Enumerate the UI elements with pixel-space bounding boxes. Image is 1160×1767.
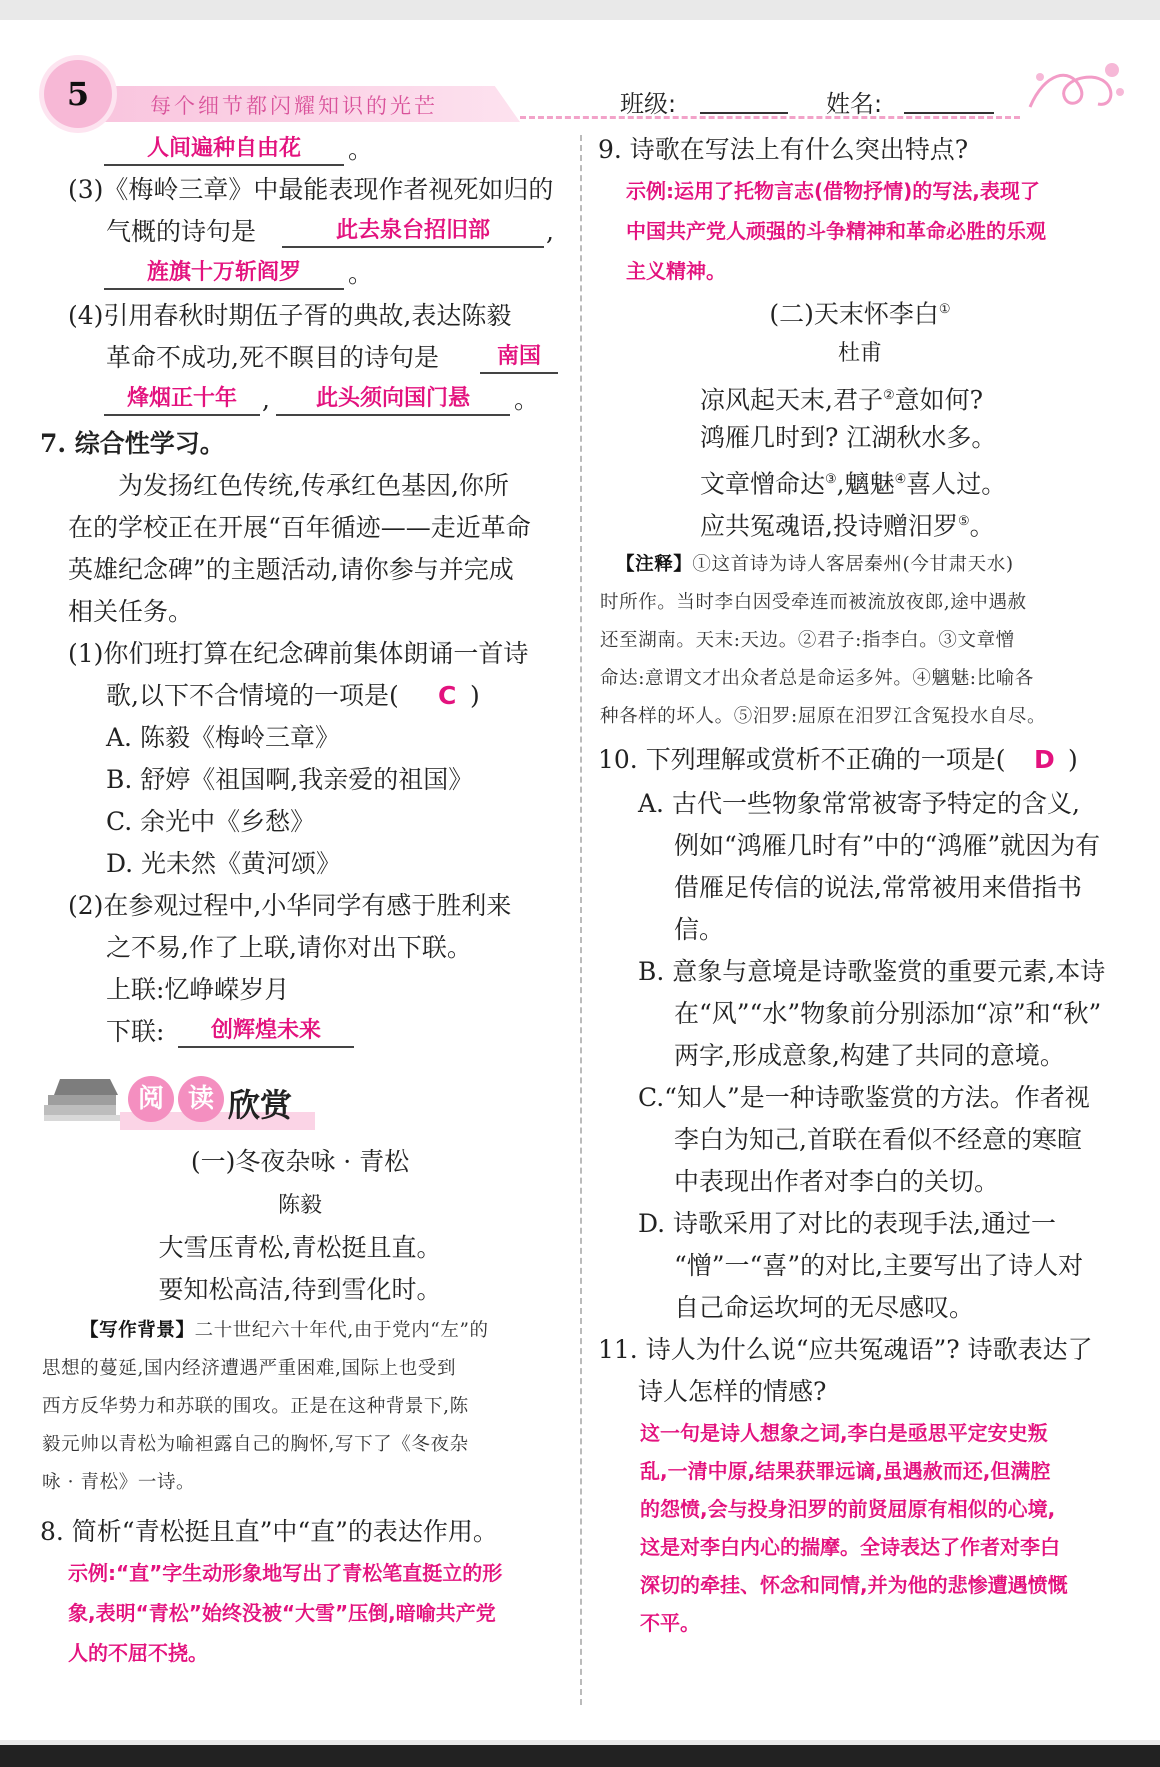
poem2-note5: ⑤ xyxy=(957,514,970,529)
q6-4-line2: 革命不成功,死不瞑目的诗句是 xyxy=(106,343,439,372)
q6-3-answer1: 此去泉台招旧部 xyxy=(282,216,544,248)
background-label: 【写作背景】 xyxy=(80,1320,195,1341)
q6-answer-line: 人间遍种自由花 xyxy=(104,134,344,166)
class-label: 班级: xyxy=(620,90,677,118)
period: 。 xyxy=(348,135,374,164)
comma: , xyxy=(262,385,270,414)
q10-close-paren: ) xyxy=(1068,745,1078,774)
name-field xyxy=(904,112,994,114)
notes-line: 还至湖南。天末:天边。②君子:指李白。③文章憎 xyxy=(600,630,1015,651)
flourish-decoration-icon xyxy=(1020,52,1130,122)
q8-answer-line: 象,表明“青松”始终没被“大雪”压倒,暗喻共产党 xyxy=(68,1601,496,1625)
bottom-edge xyxy=(0,1745,1160,1767)
q7-2-line: 之不易,作了上联,请你对出下联。 xyxy=(106,933,472,962)
poem1-title: (一)冬夜杂咏 · 青松 xyxy=(190,1147,410,1176)
notes-label: 【注释】 xyxy=(616,554,693,575)
poem2-line3c: 喜人过。 xyxy=(906,469,1007,499)
notes-line: 时所作。当时李白因受牵连而被流放夜郎,途中遇赦 xyxy=(600,592,1027,613)
books-icon xyxy=(40,1075,124,1125)
q11-answer-line: 的怨愤,会与投身汨罗的前贤屈原有相似的心境, xyxy=(640,1497,1056,1521)
q10-option-a: 借雁足传信的说法,常常被用来借指书 xyxy=(674,873,1082,902)
background-line: 毅元帅以青松为喻袒露自己的胸怀,写下了《冬夜杂 xyxy=(42,1434,469,1455)
q10-option-c: 李白为知己,首联在看似不经意的寒暄 xyxy=(674,1125,1082,1154)
poem1-author: 陈毅 xyxy=(277,1193,322,1218)
poem2-title-note: ① xyxy=(938,302,951,317)
q10-option-d: “憎”一“喜”的对比,主要写出了诗人对 xyxy=(674,1251,1084,1280)
poem2-author: 杜甫 xyxy=(837,341,882,366)
q7-1-answer: C xyxy=(438,681,457,710)
q6-3-line2: 气概的诗句是 xyxy=(106,217,257,246)
q7-1-line: (1)你们班打算在纪念碑前集体朗诵一首诗 xyxy=(68,639,529,668)
q10-option-b: 两字,形成意象,构建了共同的意境。 xyxy=(674,1041,1065,1070)
q8-answer-line: 示例:“直”字生动形象地写出了青松笔直挺立的形 xyxy=(68,1561,503,1585)
poem2-note4: ④ xyxy=(894,472,907,487)
column-divider xyxy=(580,135,582,1705)
poem2-line1: 凉风起天末,君子 xyxy=(700,385,883,415)
q7-1-option-d: D. 光未然《黄河颂》 xyxy=(106,849,342,878)
poem2-note2: ② xyxy=(882,388,895,403)
poem1-line: 要知松高洁,待到雪化时。 xyxy=(158,1275,442,1304)
q7-intro-line: 英雄纪念碑”的主题活动,请你参与并完成 xyxy=(68,555,514,584)
q10-option-a: 例如“鸿雁几时有”中的“鸿雁”就因为有 xyxy=(674,831,1101,860)
q7-intro-line: 在的学校正在开展“百年循迹——走近革命 xyxy=(68,513,531,542)
poem2-title: (二)天末怀李白 xyxy=(769,299,939,329)
q6-3-answer2: 旌旗十万斩阎罗 xyxy=(104,258,344,290)
q8-answer-line: 人的不屈不挠。 xyxy=(68,1641,208,1665)
q11-answer-line: 这是对李白内心的揣摩。全诗表达了作者对李白 xyxy=(640,1535,1060,1559)
class-field xyxy=(700,112,788,114)
q7-2-upper-couplet: 上联:忆峥嵘岁月 xyxy=(106,975,290,1004)
background-line: 二十世纪六十年代,由于党内“左”的 xyxy=(194,1320,489,1341)
q9-answer-line: 主义精神。 xyxy=(626,259,726,283)
q7-1-option-c: C. 余光中《乡愁》 xyxy=(106,807,316,836)
q11-answer-line: 这一句是诗人想象之词,李白是亟思平定安史叛 xyxy=(640,1421,1048,1445)
q6-3-line1: (3)《梅岭三章》中最能表现作者视死如归的 xyxy=(68,175,554,204)
q11-answer-line: 不平。 xyxy=(640,1611,700,1635)
q6-4-answer2: 此头须向国门悬 xyxy=(276,384,510,416)
header-motto: 每个细节都闪耀知识的光芒 xyxy=(150,94,438,118)
name-label: 姓名: xyxy=(826,90,883,118)
period: 。 xyxy=(514,385,540,414)
period: 。 xyxy=(348,259,374,288)
comma: , xyxy=(546,217,554,246)
q7-1-option-b: B. 舒婷《祖国啊,我亲爱的祖国》 xyxy=(106,765,474,794)
q10-answer: D xyxy=(1034,745,1055,774)
notes-line: 命达:意谓文才出众者总是命运多舛。④魑魅:比喻各 xyxy=(600,668,1034,689)
q6-4-answer1a: 南国 xyxy=(480,342,558,374)
q10-option-d: 自己命运坎坷的无尽感叹。 xyxy=(674,1293,975,1322)
poem2-line4: 应共冤魂语,投诗赠汨罗 xyxy=(700,511,958,541)
notes-line: ①这首诗为诗人客居秦州(今甘肃天水) xyxy=(692,554,1014,575)
q11-question: 诗人怎样的情感? xyxy=(638,1377,827,1406)
q10-option-b: 在“风”“水”物象前分别添加“凉”和“秋” xyxy=(674,999,1102,1028)
q10-option-d: D. 诗歌采用了对比的表现手法,通过一 xyxy=(638,1209,1056,1238)
q7-2-answer: 创辉煌未来 xyxy=(178,1016,354,1048)
q10-option-a: A. 古代一些物象常常被寄予特定的含义, xyxy=(638,789,1080,818)
q6-4-answer1b: 烽烟正十年 xyxy=(104,384,260,416)
q7-intro-line: 相关任务。 xyxy=(68,597,194,626)
poem2-note3: ③ xyxy=(825,472,837,487)
q9-answer-line: 示例:运用了托物言志(借物抒情)的写法,表现了 xyxy=(626,179,1040,203)
q11-question: 11. 诗人为什么说“应共冤魂语”? 诗歌表达了 xyxy=(598,1335,1093,1364)
q10-question: 10. 下列理解或赏析不正确的一项是( xyxy=(598,745,1006,774)
section-badge-read: 阅 xyxy=(128,1076,174,1122)
q9-question: 9. 诗歌在写法上有什么突出特点? xyxy=(598,135,969,164)
q11-answer-line: 深切的牵挂、怀念和同情,并为他的悲惨遭遇愤慨 xyxy=(640,1573,1068,1597)
poem2-line2: 鸿雁几时到? 江湖秋水多。 xyxy=(700,423,997,452)
section-title: 欣赏 xyxy=(228,1086,293,1124)
q11-answer-line: 乱,一清中原,结果获罪远谪,虽遇赦而还,但满腔 xyxy=(640,1459,1051,1483)
poem1-line: 大雪压青松,青松挺且直。 xyxy=(158,1233,442,1262)
notes-line: 种各样的坏人。⑤汨罗:屈原在汨罗江含冤投水自尽。 xyxy=(600,706,1047,727)
q10-option-c: C.“知人”是一种诗歌鉴赏的方法。作者视 xyxy=(638,1083,1090,1112)
q7-1-line: 歌,以下不合情境的一项是( xyxy=(106,681,399,710)
background-line: 咏 · 青松》一诗。 xyxy=(42,1472,196,1493)
q7-1-option-a: A. 陈毅《梅岭三章》 xyxy=(106,723,340,752)
poem2-line1-end: 意如何? xyxy=(894,385,984,415)
q7-1-close-paren: ) xyxy=(470,681,480,710)
poem2-line3a: 文章憎命达 xyxy=(700,469,826,499)
section-badge-read2: 读 xyxy=(178,1076,224,1122)
background-line: 思想的蔓延,国内经济遭遇严重困难,国际上也受到 xyxy=(42,1358,457,1379)
q9-answer-line: 中国共产党人顽强的斗争精神和革命必胜的乐观 xyxy=(626,219,1046,243)
poem2-line3b: ,魑魅 xyxy=(836,469,895,499)
poem2-line4-end: 。 xyxy=(969,511,995,541)
background-line: 西方反华势力和苏联的围攻。正是在这种背景下,陈 xyxy=(42,1396,469,1417)
page-number: 5 xyxy=(66,75,90,113)
q10-option-c: 中表现出作者对李白的关切。 xyxy=(674,1167,1000,1196)
q7-intro-line: 为发扬红色传统,传承红色基因,你所 xyxy=(118,471,509,500)
q10-option-b: B. 意象与意境是诗歌鉴赏的重要元素,本诗 xyxy=(638,957,1106,986)
q8-question: 8. 简析“青松挺且直”中“直”的表达作用。 xyxy=(40,1517,498,1546)
q7-2-line: (2)在参观过程中,小华同学有感于胜利来 xyxy=(68,891,512,920)
q7-2-lower-label: 下联: xyxy=(106,1017,165,1046)
q6-4-line1: (4)引用春秋时期伍子胥的典故,表达陈毅 xyxy=(68,301,512,330)
q7-title: 7. 综合性学习。 xyxy=(40,429,225,458)
header-dashed-line xyxy=(520,116,1020,119)
q10-option-a: 信。 xyxy=(674,915,725,944)
